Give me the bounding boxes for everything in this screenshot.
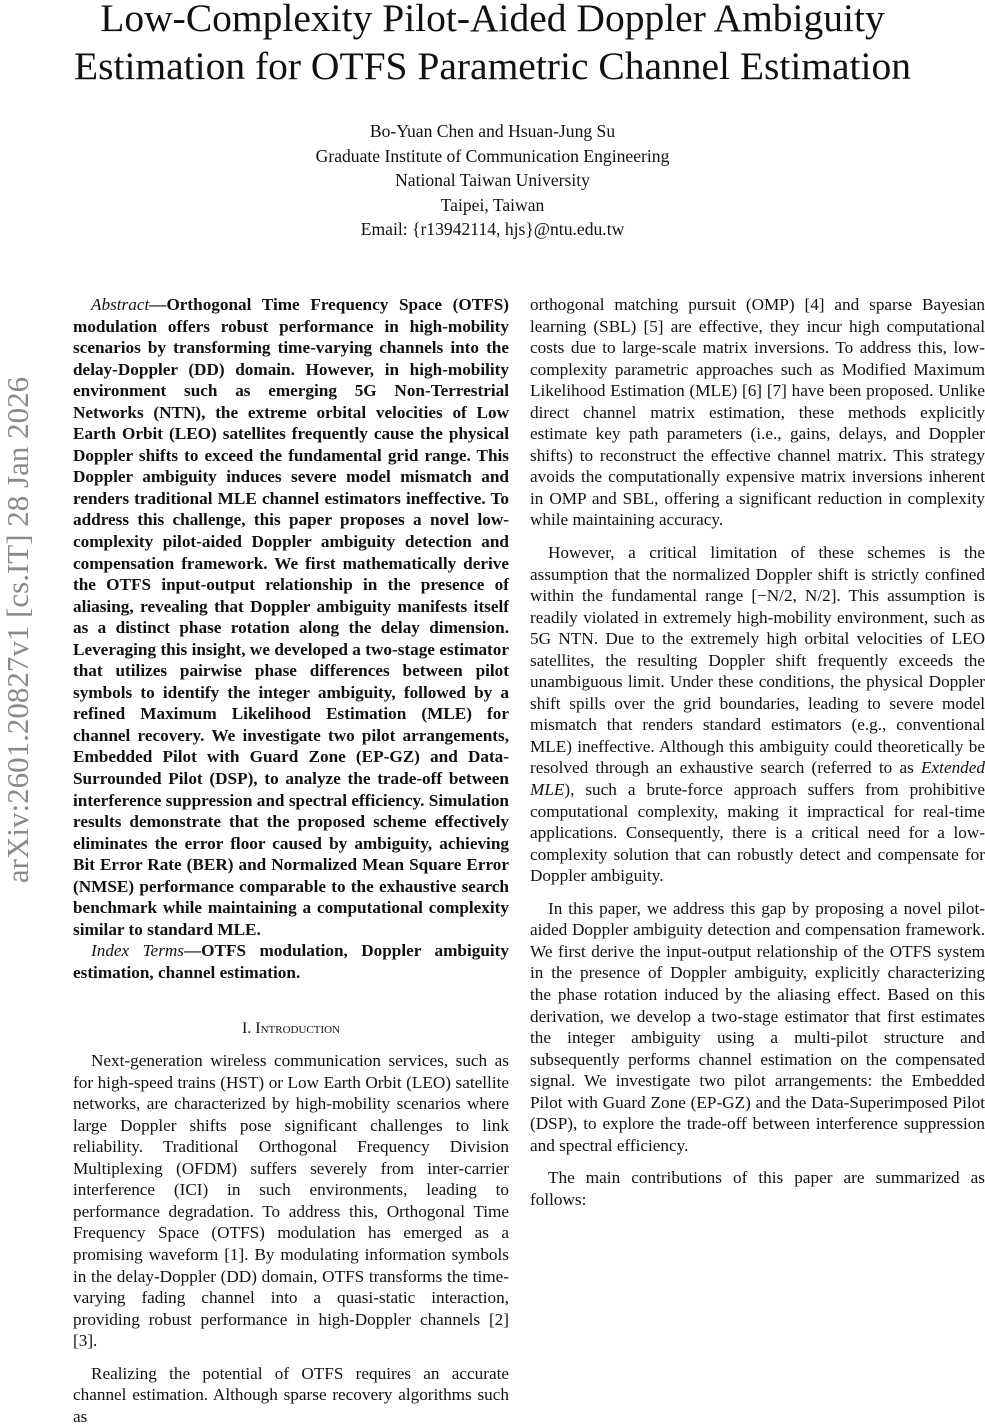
email: Email: {r13942114, hjs}@ntu.edu.tw — [360, 219, 625, 239]
affiliation: Graduate Institute of Communication Engineering — [315, 145, 670, 166]
paragraph-text: However, a critical limitation of these schemes is the assumption that the normalized Doppler shift is strictly confined within the fundamental range [−N/2, N/2]. This assumption is readily violated in extremely high-mobility environment, such as 5G NTN. Due to the extremely high orbital velocities of LEO satellites, the resulting Doppler shift frequently exceeds the unambiguous limit. Under these conditions, the physical Doppler shift spills over the grid boundaries, leading to severe model mismatch that renders standard estimators (e.g., conventional MLE) ineffective. Although this ambiguity could theoretically be resolved through an exhaustive search (referred to as — [530, 543, 985, 778]
arxiv-stamp: arXiv:2601.20827v1 [cs.IT] 28 Jan 2026 — [0, 376, 35, 884]
paragraph: Realizing the potential of OTFS requires an accurate channel estimation. Although sparse recovery algorithms such as — [73, 1363, 509, 1426]
paragraph — [530, 542, 985, 887]
title-line-1: Low-Complexity Pilot-Aided Doppler Ambiguity — [100, 0, 885, 40]
section-heading: I. Introduction — [241, 1019, 341, 1037]
paragraph: orthogonal matching pursuit (OMP) [4] and sparse Bayesian learning (SBL) [5] are effective, they incur high computational costs due to large-scale matrix inversions. To address this, low-complexity parametric approaches such as Modified Maximum Likelihood Estimation (MLE) [6] [7] have been proposed. Unlike direct channel matrix estimation, these methods explicitly estimate key path parameters (i.e., gains, delays, and Doppler shifts) to reconstruct the effective channel matrix. This strategy avoids the computationally expensive matrix inversions inherent in OMP and SBL, offering a significant reduction in complexity while maintaining accuracy. — [530, 295, 985, 530]
university: National Taiwan University — [395, 170, 590, 190]
paragraph-text: ), such a brute-force approach suffers from prohibitive computational complexity, making it impractical for real-time applications. Consequently, there is a critical need for a low-complexity solution that can robustly detect and compensate for Doppler ambiguity. — [530, 780, 985, 886]
index-terms — [73, 940, 509, 983]
left-column — [73, 294, 509, 1427]
index-terms-text: —OTFS modulation, Doppler ambiguity estimation, channel estimation. — [73, 941, 509, 982]
paragraph: The main contributions of this paper are summarized as follows: — [530, 1168, 985, 1209]
authors: Bo-Yuan Chen and Hsuan-Jung Su — [369, 121, 616, 141]
title-line-2: Estimation for OTFS Parametric Channel Estimation — [73, 44, 912, 88]
index-terms-label: Index Terms — [91, 941, 184, 961]
right-column — [530, 294, 985, 1210]
paper-title — [0, 0, 985, 90]
emphasis-text: Extended MLE — [530, 758, 985, 800]
abstract — [73, 294, 509, 940]
paragraph: In this paper, we address this gap by proposing a novel pilot-aided Doppler ambiguity detection and compensation framework. We first derive the input-output relationship of the OTFS system in the presence of Doppler ambiguity, explicitly characterizing the phase rotation induced by the aliasing effect. Based on this derivation, we develop a two-stage estimator that first estimates the integer ambiguity using a multi-pilot structure and subsequently performs channel estimation on the compensated signal. We investigate two pilot arrangements: the Embedded Pilot with Guard Zone (EP-GZ) and the Data-Superimposed Pilot (DSP), to explore the trade-off between interference suppression and spectral efficiency. — [530, 898, 985, 1155]
abstract-label: Abstract — [91, 295, 150, 314]
location: Taipei, Taiwan — [440, 194, 545, 215]
paragraph: Next-generation wireless communication services, such as for high-speed trains (HST) or Low Earth Orbit (LEO) satellite networks, are characterized by high-mobility scenarios where large Doppler shifts pose significant challenges to link reliability. Traditional Orthogonal Frequency Division Multiplexing (OFDM) suffers severely from inter-carrier interference (ICI) in such environments, leading to performance degradation. To address this, Orthogonal Time Frequency Space (OTFS) modulation has emerged as a promising waveform [1]. By modulating information symbols in the delay-Doppler (DD) domain, OTFS transforms the time-varying fading channel into a quasi-static interaction, providing robust performance in high-Doppler channels [2] [3]. — [73, 1051, 509, 1351]
author-block — [0, 119, 985, 242]
abstract-text: —Orthogonal Time Frequency Space (OTFS) modulation offers robust performance in high-mobility scenarios by transforming time-varying channels into the delay-Doppler (DD) domain. However, in high-mobility environment such as emerging 5G Non-Terrestrial Networks (NTN), the extreme orbital velocities of Low Earth Orbit (LEO) satellites frequently cause the physical Doppler shifts to exceed the fundamental grid range. This Doppler ambiguity induces severe model mismatch and renders traditional MLE channel estimators ineffective. To address this challenge, this paper proposes a novel low-complexity pilot-aided Doppler ambiguity detection and compensation framework. We first mathematically derive the OTFS input-output relationship in the presence of aliasing, revealing that Doppler ambiguity manifests itself as a distinct phase rotation along the delay dimension. Leveraging this insight, we developed a two-stage estimator that utilizes pairwise phase differences between pilot symbols to identify the integer ambiguity, followed by a refined Maximum Likelihood Estimation (MLE) for channel recovery. We investigate two pilot arrangements, Embedded Pilot with Guard Zone (EP-GZ) and Data-Surrounded Pilot (DSP), to analyze the trade-off between interference suppression and spectral efficiency. Simulation results demonstrate that the proposed scheme effectively eliminates the error floor caused by ambiguity, achieving Bit Error Rate (BER) and Normalized Mean Square Error (NMSE) performance comparable to the exhaustive search benchmark while maintaining a computational complexity similar to standard MLE. — [73, 295, 509, 939]
